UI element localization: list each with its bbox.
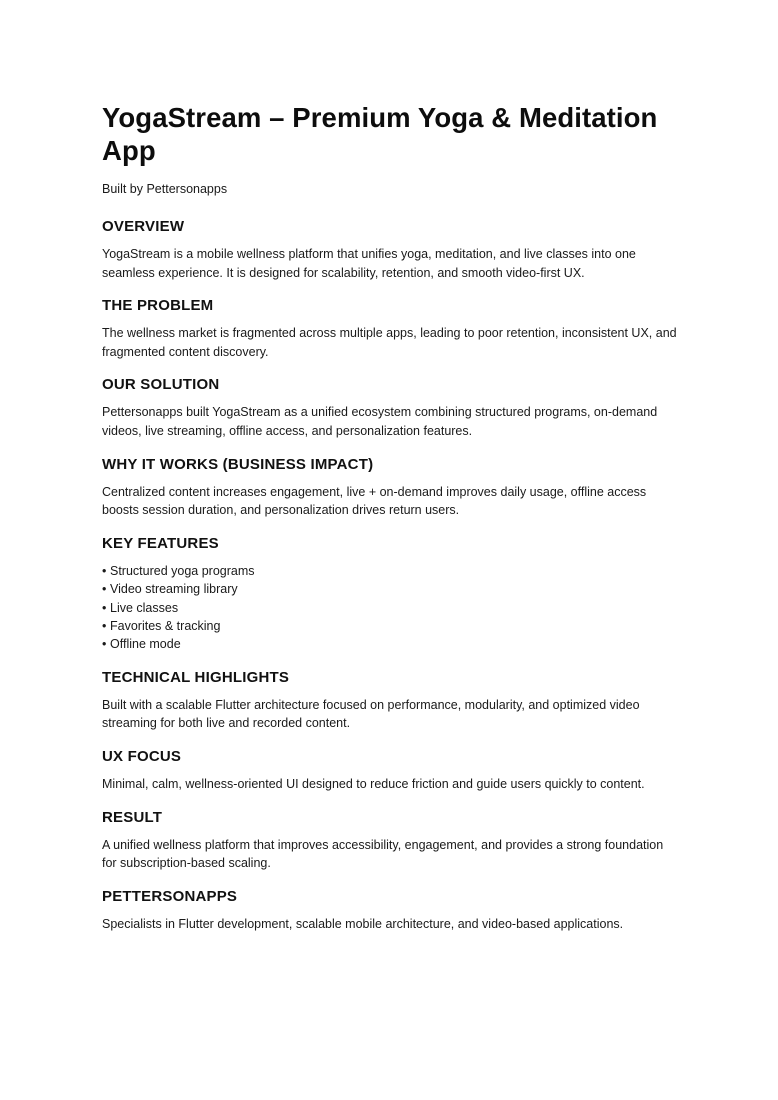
section-result bbox=[102, 808, 678, 873]
section-business-impact bbox=[102, 455, 678, 520]
section-body-problem: The wellness market is fragmented across multiple apps, leading to poor retention, inconsistent UX, and fragmented content discovery. bbox=[102, 326, 677, 359]
bullet-icon: • bbox=[102, 563, 107, 578]
section-heading-overview: OVERVIEW bbox=[102, 218, 185, 235]
feature-label: Live classes bbox=[110, 600, 179, 615]
section-heading-pettersonapps: PETTERSONAPPS bbox=[102, 887, 238, 905]
section-heading-problem: THE PROBLEM bbox=[102, 297, 214, 315]
section-technical-highlights bbox=[102, 668, 678, 733]
section-body-pettersonapps: Specialists in Flutter development, scalable mobile architecture, and video-based applications. bbox=[102, 916, 624, 931]
feature-label: Video streaming library bbox=[110, 582, 238, 597]
document-byline: Built by Pettersonapps bbox=[102, 182, 228, 196]
document-title: YogaStream – Premium Yoga & Meditation App bbox=[102, 102, 658, 166]
section-pettersonapps bbox=[102, 887, 678, 934]
section-heading-ux-focus: UX FOCUS bbox=[102, 747, 182, 765]
section-body-business-impact: Centralized content increases engagement, live + on-demand improves daily usage, offline access boosts session duration, and personalization drives return users. bbox=[102, 484, 647, 518]
feature-label: Offline mode bbox=[110, 637, 181, 652]
bullet-icon: • bbox=[102, 618, 107, 633]
section-heading-technical-highlights: TECHNICAL HIGHLIGHTS bbox=[102, 668, 290, 686]
section-heading-key-features: KEY FEATURES bbox=[102, 534, 219, 552]
feature-list-item bbox=[102, 617, 678, 635]
feature-list-item bbox=[102, 599, 678, 617]
feature-list-item bbox=[102, 635, 678, 653]
section-ux-focus bbox=[102, 747, 678, 794]
section-heading-solution: OUR SOLUTION bbox=[102, 376, 220, 394]
section-problem bbox=[102, 296, 678, 361]
feature-list-item bbox=[102, 580, 678, 598]
section-heading-result: RESULT bbox=[102, 808, 163, 826]
section-heading-business-impact: WHY IT WORKS (BUSINESS IMPACT) bbox=[102, 455, 374, 473]
section-body-ux-focus: Minimal, calm, wellness-oriented UI designed to reduce friction and guide users quickly to content. bbox=[102, 776, 645, 791]
feature-label: Structured yoga programs bbox=[110, 563, 255, 578]
section-solution bbox=[102, 375, 678, 440]
section-body-solution: Pettersonapps built YogaStream as a unified ecosystem combining structured programs, on-demand videos, live streaming, offline access, and personalization features. bbox=[102, 405, 658, 438]
bullet-icon: • bbox=[102, 600, 107, 615]
bullet-icon: • bbox=[102, 637, 107, 652]
bullet-icon: • bbox=[102, 582, 107, 597]
section-overview bbox=[102, 217, 678, 282]
section-body-overview: YogaStream is a mobile wellness platform that unifies yoga, meditation, and live classes into one seamless experience. It is designed for scalability, retention, and smooth video-first UX. bbox=[102, 247, 636, 280]
section-key-features bbox=[102, 534, 678, 654]
feature-list-item bbox=[102, 562, 678, 580]
section-body-technical-highlights: Built with a scalable Flutter architecture focused on performance, modularity, and optimized video streaming for both live and recorded content. bbox=[102, 697, 640, 731]
section-body-result: A unified wellness platform that improves accessibility, engagement, and provides a strong foundation for subscription-based scaling. bbox=[102, 837, 664, 871]
feature-list bbox=[102, 562, 678, 654]
feature-label: Favorites & tracking bbox=[110, 618, 221, 633]
